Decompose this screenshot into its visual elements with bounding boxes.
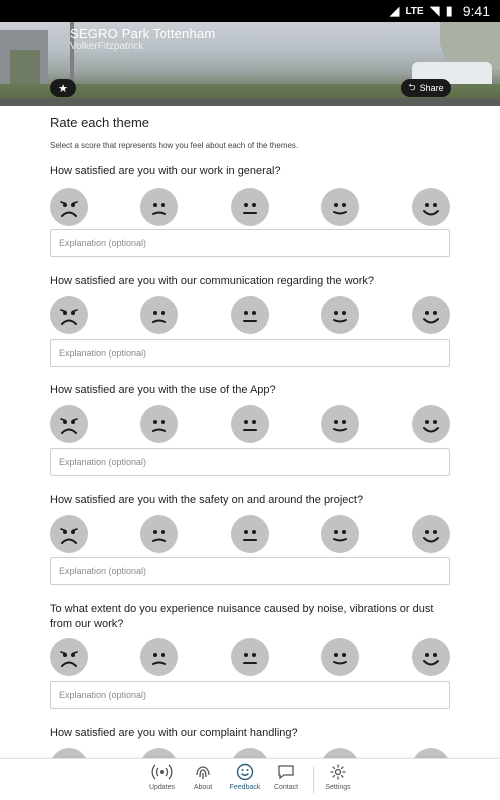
sad-face-icon[interactable]: [140, 638, 178, 676]
very-happy-face-icon[interactable]: [412, 515, 450, 553]
nav-settings[interactable]: [316, 763, 360, 791]
section-subtitle: Select a score that represents how you feel about each of the themes.: [50, 141, 299, 150]
explanation-input[interactable]: [50, 229, 450, 257]
bottom-navigation: [0, 758, 500, 800]
gear-icon: [326, 763, 350, 781]
sad-face-icon[interactable]: [140, 748, 178, 758]
sad-face-icon[interactable]: [140, 296, 178, 334]
explanation-input[interactable]: [50, 557, 450, 585]
question-text: How satisfied are you with the safety on and around the project?: [50, 494, 364, 506]
question-text: How satisfied are you with our work in general?: [50, 165, 281, 177]
question-text: How satisfied are you with the use of the App?: [50, 384, 276, 396]
rating-scale: [50, 188, 450, 226]
network-type: LTE: [405, 5, 424, 17]
section-title: Rate each theme: [50, 115, 150, 130]
nav-feedback-label: Feedback: [229, 784, 261, 791]
nav-feedback[interactable]: [223, 763, 267, 791]
question-text: How satisfied are you with our complaint handling?: [50, 727, 298, 739]
nav-updates[interactable]: [140, 763, 184, 791]
happy-face-icon[interactable]: [321, 515, 359, 553]
very-happy-face-icon[interactable]: [412, 638, 450, 676]
question-text: To what extent do you experience nuisance caused by noise, vibrations or dust from our work?: [50, 603, 434, 630]
very-sad-face-icon[interactable]: [50, 638, 88, 676]
happy-face-icon[interactable]: [321, 188, 359, 226]
project-company: VolkerFitzpatrick: [70, 41, 144, 52]
share-icon: ⮌: [408, 82, 416, 92]
chat-icon: [274, 763, 298, 781]
neutral-face-icon[interactable]: [231, 405, 269, 443]
nav-settings-label: Settings: [325, 784, 351, 791]
fingerprint-icon: [191, 763, 215, 781]
feedback-form: [0, 106, 500, 758]
very-happy-face-icon[interactable]: [412, 188, 450, 226]
very-sad-face-icon[interactable]: [50, 515, 88, 553]
happy-face-icon[interactable]: [321, 296, 359, 334]
neutral-face-icon[interactable]: [231, 296, 269, 334]
broadcast-icon: [150, 763, 174, 781]
wifi-off-icon: ◥: [429, 3, 440, 18]
star-icon: ★: [58, 82, 68, 95]
very-happy-face-icon[interactable]: [412, 405, 450, 443]
explanation-input[interactable]: [50, 448, 450, 476]
nav-contact[interactable]: [264, 763, 308, 791]
favorite-button[interactable]: [50, 79, 76, 97]
sad-face-icon[interactable]: [140, 515, 178, 553]
very-happy-face-icon[interactable]: [412, 748, 450, 758]
project-header: [0, 22, 500, 106]
nav-about[interactable]: [181, 763, 225, 791]
neutral-face-icon[interactable]: [231, 515, 269, 553]
happy-face-icon[interactable]: [321, 638, 359, 676]
question-text: How satisfied are you with our communication regarding the work?: [50, 275, 375, 287]
very-sad-face-icon[interactable]: [50, 296, 88, 334]
rating-scale: [50, 515, 450, 553]
explanation-input[interactable]: [50, 339, 450, 367]
smiley-icon: [233, 763, 257, 781]
project-title: SEGRO Park Tottenham: [70, 26, 216, 41]
neutral-face-icon[interactable]: [231, 638, 269, 676]
very-sad-face-icon[interactable]: [50, 748, 88, 758]
happy-face-icon[interactable]: [321, 748, 359, 758]
very-sad-face-icon[interactable]: [50, 405, 88, 443]
sad-face-icon[interactable]: [140, 405, 178, 443]
clock: 9:41: [462, 3, 490, 19]
share-label: Share: [419, 83, 444, 93]
rating-scale: [50, 748, 450, 758]
nav-divider: [313, 767, 314, 793]
status-bar: [0, 0, 500, 22]
rating-scale: [50, 638, 450, 676]
share-button[interactable]: [401, 79, 451, 97]
battery-icon: ▮: [445, 3, 453, 18]
nav-about-label: About: [193, 784, 213, 791]
sad-face-icon[interactable]: [140, 188, 178, 226]
header-photo-road: [0, 98, 500, 106]
nav-contact-label: Contact: [273, 784, 299, 791]
signal-icon: ◢: [389, 3, 400, 18]
nav-updates-label: Updates: [148, 784, 176, 791]
explanation-input[interactable]: [50, 681, 450, 709]
happy-face-icon[interactable]: [321, 405, 359, 443]
neutral-face-icon[interactable]: [231, 188, 269, 226]
neutral-face-icon[interactable]: [231, 748, 269, 758]
rating-scale: [50, 405, 450, 443]
very-sad-face-icon[interactable]: [50, 188, 88, 226]
rating-scale: [50, 296, 450, 334]
very-happy-face-icon[interactable]: [412, 296, 450, 334]
